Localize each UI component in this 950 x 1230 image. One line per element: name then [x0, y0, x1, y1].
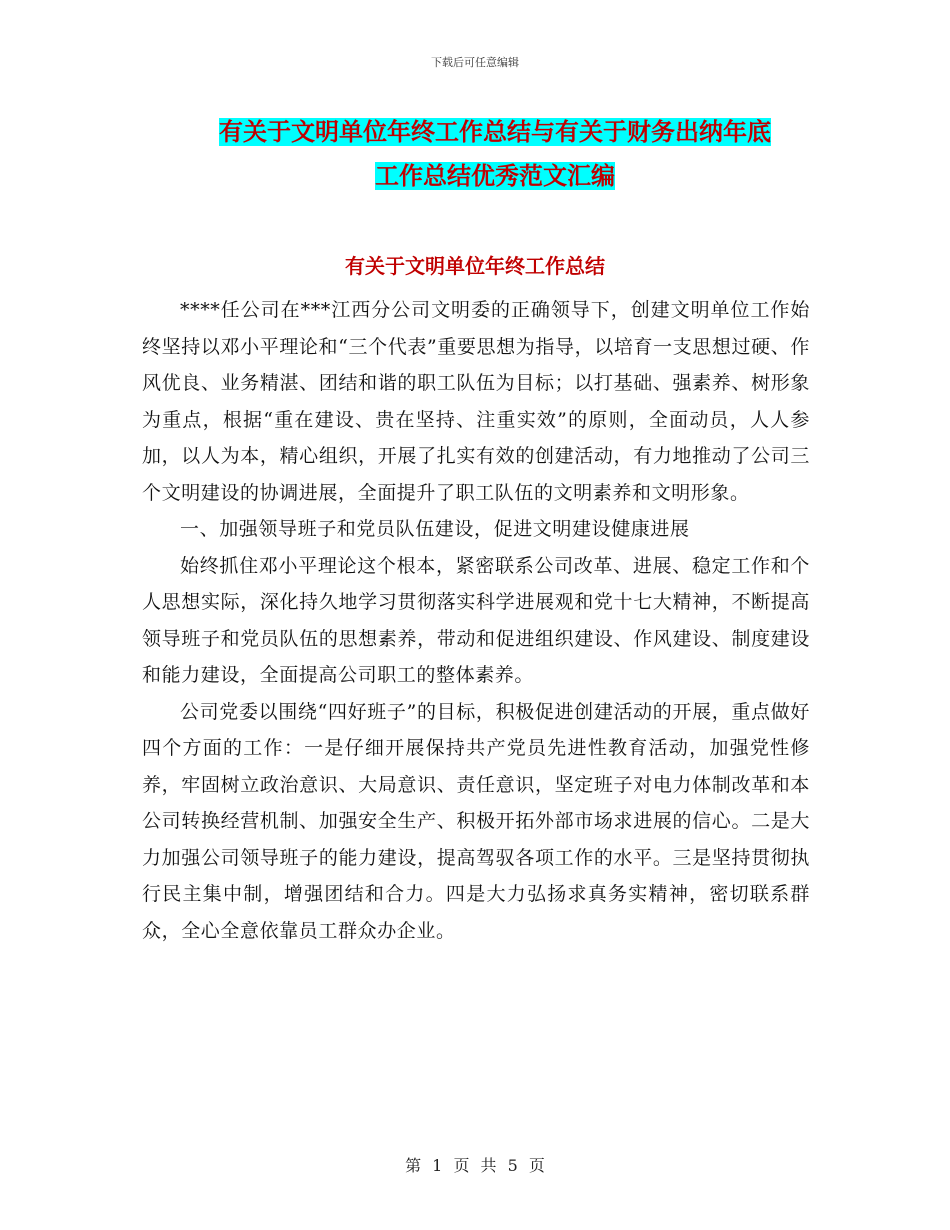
document-title-line-1 [140, 110, 850, 154]
page-number-footer: 第 1 页 共 5 页 [405, 1156, 545, 1175]
header-note: 下载后可任意编辑 [431, 56, 519, 69]
document-title [140, 110, 850, 198]
title-line-2-text: 工作总结优秀范文汇编 [375, 162, 615, 190]
document-title-line-2 [140, 154, 850, 198]
body-paragraph-1: ****任公司在***江西分公司文明委的正确领导下，创建文明单位工作始终坚持以邓小平理论和“三个代表”重要思想为指导，以培育一支思想过硬、作风优良、业务精湛、团结和谐的职工队伍为目标；以打基础、强素养、树形象为重点，根据“重在建设、贵在坚持、注重实效”的原则，全面动员，人人参加，以人为本，精心组织，开展了扎实有效的创建活动，有力地推动了公司三个文明建设的协调进展，全面提升了职工队伍的文明素养和文明形象。 [142, 299, 810, 504]
title-line-1-text: 有关于文明单位年终工作总结与有关于财务出纳年底 [219, 118, 771, 146]
document-body [142, 292, 810, 949]
body-paragraph-3: 公司党委以围绕“四好班子”的目标，积极促进创建活动的开展，重点做好四个方面的工作：一是仔细开展保持共产党员先进性教育活动，加强党性修养，牢固树立政治意识、大局意识、责任意识，坚定班子对电力体制改革和本公司转换经营机制、加强安全生产、积极开拓外部市场求进展的信心。二是大力加强公司领导班子的能力建设，提高驾驭各项工作的水平。三是坚持贯彻执行民主集中制，增强团结和合力。四是大力弘扬求真务实精神，密切联系群众，全心全意依靠员工群众办企业。 [142, 700, 810, 942]
body-paragraph-2: 始终抓住邓小平理论这个根本，紧密联系公司改革、进展、稳定工作和个人思想实际，深化持久地学习贯彻落实科学进展观和党十七大精神，不断提高领导班子和党员队伍的思想素养，带动和促进组织建设、作风建设、制度建设和能力建设，全面提高公司职工的整体素养。 [142, 554, 810, 686]
section-title: 有关于文明单位年终工作总结 [345, 254, 605, 278]
section-heading-1: 一、加强领导班子和党员队伍建设，促进文明建设健康进展 [180, 518, 690, 540]
